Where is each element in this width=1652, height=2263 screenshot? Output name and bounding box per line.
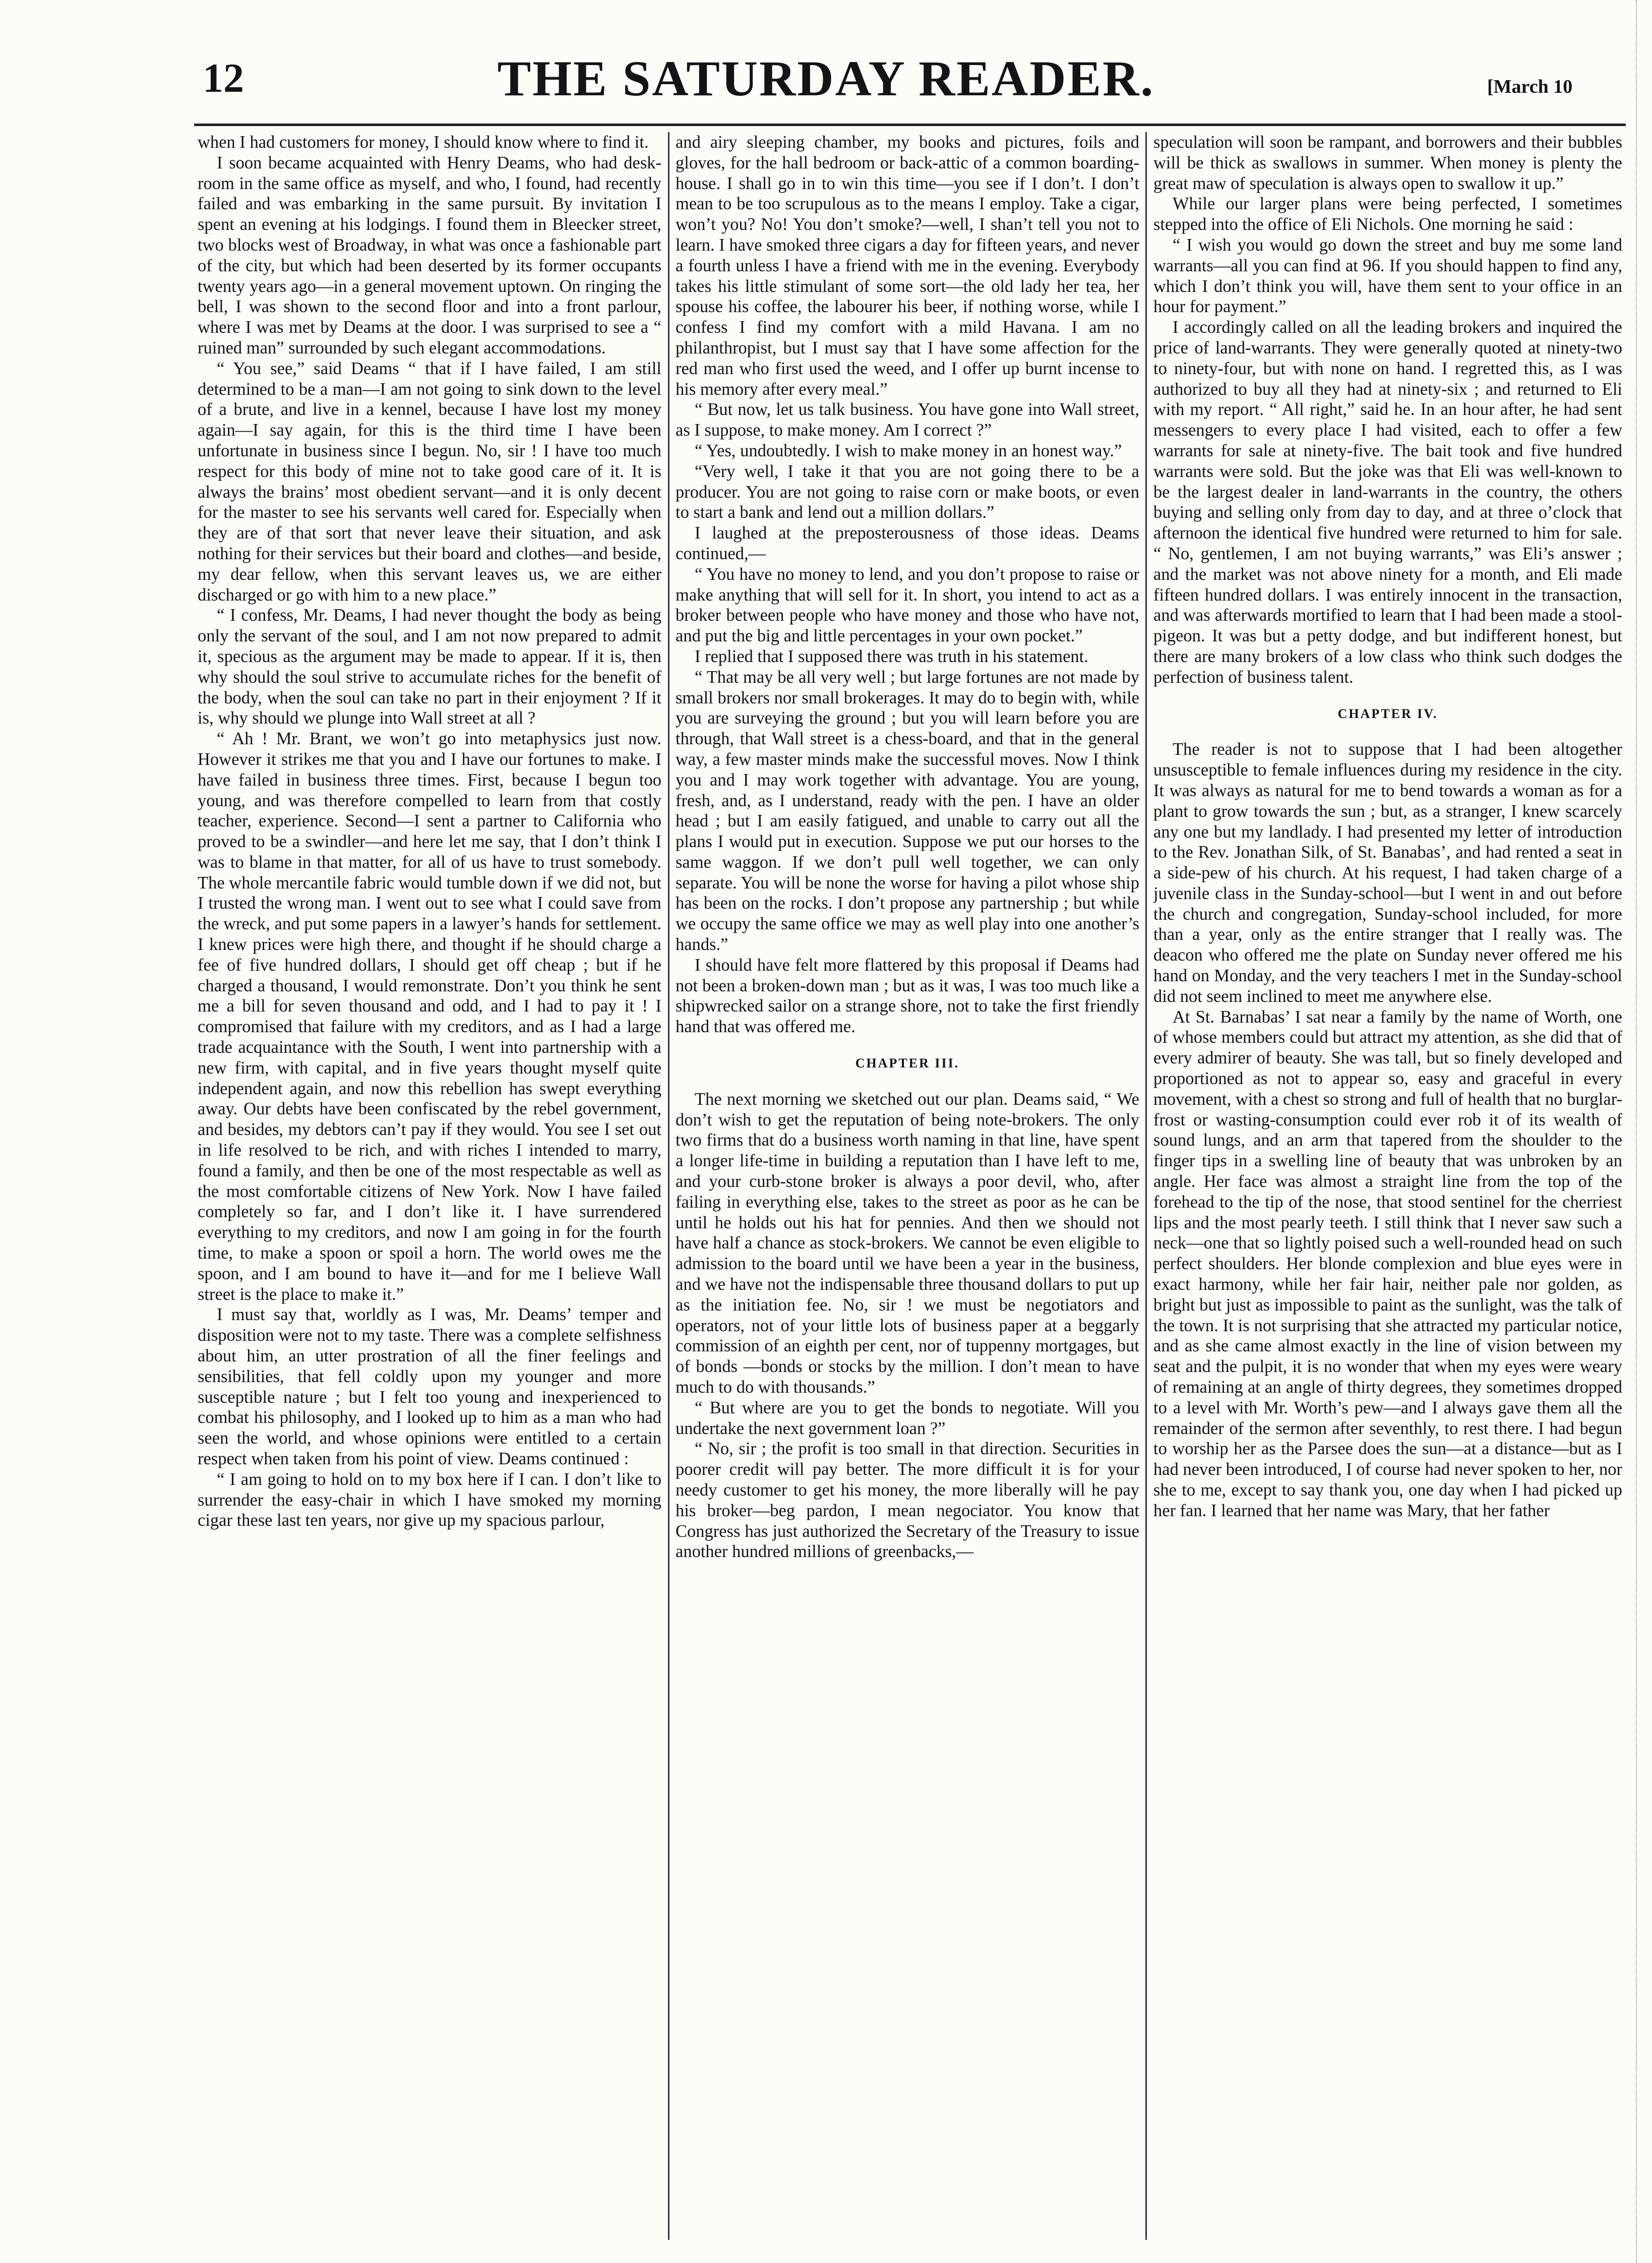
page-edge: [1636, 0, 1652, 2263]
paragraph: and airy sleeping chamber, my books and pictures, foils and gloves, for the hall bedroom or back-attic of a common boarding-house. I shall go in to win this time—you see if I don’t. I don’t mean to be too scrupulous as to the means I employ. Take a cigar, won’t you? No! You don’t smoke?—well, I shan’t tell you not to learn. I have smoked three cigars a day for fifteen years, and never a fourth unless I have a friend with me in the evening. Everybody takes his little stimulant of some sort—the old lady her tea, her spouse his coffee, the labourer his beer, if nothing worse, while I confess I find my comfort with a mild Havana. I am no philanthropist, but I must say that I have some affection for the red man who first used the weed, and I offer up burnt incense to his memory after every meal.”: [676, 133, 1139, 399]
paragraph: “ You have no money to lend, and you don’t propose to raise or make anything that will sell for it. In short, you intend to act as a broker between people who have money and those who have not, and put the big and little percentages in your own pocket.”: [676, 564, 1139, 646]
paragraph: “ Yes, undoubtedly. I wish to make money in an honest way.”: [695, 441, 1122, 460]
paragraph: At St. Barnabas’ I sat near a family by the name of Worth, one of whose members could but attract my attention, as she did that of every admirer of beauty. She was tall, but so finely developed and proportioned as not to appear so, easy and graceful in every movement, with a chest so strong and full of health that no burglar-frost or wasting-consumption could ever rob it of its wealth of sound lungs, and an arm that tapered from the shoulder to the finger tips in a swelling line of beauty that was unbroken by an angle. Her face was almost a straight line from the top of the forehead to the tip of the nose, that stood sentinel for the cherriest lips and the most pearly teeth. I still think that I never saw such a neck—one that so lightly poised such a well-rounded head on such perfect shoulders. Her blonde complexion and blue eyes were in exact harmony, while her fair hair, neither pale nor golden, as bright but just as impossible to paint as the sunlight, was the talk of the town. It is not surprising that she attracted my particular notice, and as she came almost exactly in the line of vision between my seat and the pulpit, it is no wonder that when my eyes were weary of remaining at an angle of thirty degrees, they sometimes dropped to a level with Mr. Worth’s pew—and I always gave them all the remainder of the sermon after seventhly, to rest there. I had begun to worship her as the Parsee does the sun—at a distance—but as I had never been introduced, I of course had never spoken to her, nor she to me, except to say thank you, one day when I had picked up her fan. I learned that her name was Mary, that her father: [1153, 1007, 1622, 1520]
paragraph: “ Ah ! Mr. Brant, we won’t go into metaphysics just now. However it strikes me that you and I have our fortunes to make. I have failed in business three times. First, because I begun too young, and was therefore compelled to learn from that costly teacher, experience. Second—I sent a partner to California who proved to be a swindler—and here let me say, that I don’t think I was to blame in that matter, for all of us have to trust somebody. The whole mercantile fabric would tumble down if we did not, but I trusted the wrong man. I went out to see what I could save from the wreck, and put some papers in a lawyer’s hands for settlement. I knew prices were high there, and thought if he should charge a fee of five hundred dollars, I should get off cheap ; but if he charged a thousand, I would remonstrate. Don’t you think he sent me a bill for seven thousand and odd, and I had to pay it ! I compromised that failure with my creditors, and as I had a large trade acquaintance with the South, I went into partnership with a new firm, with capital, and in five years thought myself quite independent again, and now this rebellion has swept everything away. Our debts have been confiscated by the rebel government, and besides, my debtors can’t pay if they would. You see I set out in life resolved to be rich, and with riches I intended to marry, found a family, and then be one of the most respectable as well as the most comfortable citizens of New York. Now I have failed completely so far, and I don’t like it. I have surrendered everything to my creditors, and now I am going in for the fourth time, to make a spoon or spoil a horn. The world owes me the spoon, and I am bound to have it—and for me I believe Wall street is the place to make it.”: [198, 729, 661, 1304]
paragraph: “ But where are you to get the bonds to negotiate. Will you undertake the next government loan ?”: [676, 1398, 1139, 1438]
page-number: 12: [203, 55, 244, 101]
paragraph: The reader is not to suppose that I had been altogether unsusceptible to female influences during my residence in the city. It was always as natural for me to bend towards a woman as for a plant to grow towards the sun ; but, as a stranger, I knew scarcely any one but my landlady. I had presented my letter of introduction to the Rev. Jonathan Silk, of St. Banabas’, and had rented a seat in a side-pew of his church. At his request, I had taken charge of a juvenile class in the Sunday-school—but I went in and out before the church and congregation, Sunday-school included, for more than a year, only as the entire stranger that I really was. The deacon who offered me the plate on Sunday never offered me his hand on Monday, and the very teachers I met in the Sunday-school did not seem inclined to meet me anywhere else.: [1153, 740, 1622, 1006]
text-column-2: [676, 132, 1139, 2240]
paragraph: The next morning we sketched out our plan. Deams said, “ We don’t wish to get the reputation of being note-brokers. The only two firms that do a business worth naming in that line, have spent a longer life-time in building a reputation than I have left to me, and your curb-stone broker is always a poor devil, who, after failing in everything else, takes to the street as poor as he can be until he holds out his hat for pennies. And then we should not have half a chance as stock-brokers. We cannot be even eligible to admission to the board until we have been a year in the business, and we have not the indispensable three thousand dollars to put up as the initiation fee. No, sir ! we must be negotiators and operators, not of your little lots of business paper at a beggarly commission of an eighth per cent, nor of tuppenny mortgages, but of bonds —bonds or stocks by the million. I don’t mean to have much to do with thousands.”: [676, 1089, 1139, 1397]
paragraph: I laughed at the preposterousness of those ideas. Deams continued,—: [676, 523, 1139, 563]
paragraph: “ That may be all very well ; but large fortunes are not made by small brokers nor small brokerages. It may do to begin with, while you are surveying the ground ; but you will learn before you are through, that Wall street is a chess-board, and that in the general way, a few master minds make the successful moves. Now I think you and I may work together with advantage. You are young, fresh, and, as I understand, ready with the pen. I have an older head ; but I am easily fatigued, and unable to carry out all the plans I would put in execution. Suppose we put our horses to the same waggon. If we don’t pull well together, we can only separate. You will be none the worse for having a pilot whose ship has been on the rocks. I don’t propose any partnership ; but while we occupy the same office we may as well play into one another’s hands.”: [676, 667, 1139, 955]
paragraph: “ I am going to hold on to my box here if I can. I don’t like to surrender the easy-chair in which I have smoked my morning cigar these last ten years, nor give up my spacious parlour,: [198, 1469, 661, 1530]
issue-date: [March 10: [1487, 76, 1573, 97]
paragraph: “ But now, let us talk business. You have gone into Wall street, as I suppose, to make money. Am I correct ?”: [676, 400, 1139, 440]
paragraph: when I had customers for money, I should know where to find it.: [198, 133, 649, 152]
paragraph: I should have felt more flattered by this proposal if Deams had not been a broken-down man ; but as it was, I was too much like a shipwrecked sailor on a strange shore, not to take the first friendly hand that was offered me.: [676, 955, 1139, 1037]
header-rule: [194, 124, 1626, 126]
paragraph: I soon became acquainted with Henry Deams, who had desk-room in the same office as myself, and who, I found, had recently failed and was embarking in the same pursuit. By invitation I spent an evening at his lodgings. I found them in Bleecker street, two blocks west of Broadway, in what was once a fashionable part of the city, but which had been deserted by its former occupants twenty years ago—in a general movement uptown. On ringing the bell, I was shown to the second floor and into a front parlour, where I was met by Deams at the door. I was surprised to see a “ ruined man” surrounded by such elegant accommodations.: [198, 153, 661, 358]
paragraph: speculation will soon be rampant, and borrowers and their bubbles will be thick as swallows in summer. When money is plenty the great maw of speculation is always open to swallow it up.”: [1153, 133, 1622, 193]
chapter-heading: CHAPTER IV.: [1337, 706, 1438, 721]
paragraph: “ No, sir ; the profit is too small in that direction. Securities in poorer credit will pay better. The more difficult it is for your needy customer to get his money, the more liberally will he pay his broker—beg pardon, I mean negociator. You know that Congress has just authorized the Secretary of the Treasury to issue another hundred millions of greenbacks,—: [676, 1439, 1139, 1562]
chapter-heading: CHAPTER III.: [855, 1056, 960, 1071]
paragraph: I must say that, worldly as I was, Mr. Deams’ temper and disposition were not to my taste. There was a complete selfishness about him, an utter prostration of all the finer feelings and sensibilities, that fell coldly upon my younger and more susceptible nature ; but I felt too young and inexperienced to combat his philosophy, and I looked up to him as a man who had seen the world, and whose opinions were entitled to a certain respect when taken from his point of view. Deams continued :: [198, 1305, 661, 1468]
paragraph: “ I confess, Mr. Deams, I had never thought the body as being only the servant of the soul, and I am not now prepared to admit it, specious as the argument may be made to appear. If it is, then why should the soul strive to accumulate riches for the benefit of the body, when the soul can take no part in their enjoyment ? If it is, why should we plunge into Wall street at all ?: [198, 606, 661, 728]
text-column-3: [1153, 132, 1622, 2240]
paragraph: “ You see,” said Deams “ that if I have failed, I am still determined to be a man—I am not going to sink down to the level of a brute, and live in a kennel, because I have lost my money again—I say again, for this is the third time I have been unfortunate in business since I begun. No, sir ! I have too much respect for this body of mine not to take good care of it. It is always the brains’ most obedient servant—and it is only decent for the master to see his servants well cared for. Especially when they are of that sort that never leave their situation, and ask nothing for their services but their board and clothes—and beside, my dear fellow, when this servant leaves us, we are either discharged or go with him to a new place.”: [198, 359, 661, 605]
paragraph: “ I wish you would go down the street and buy me some land warrants—all you can find at 96. If you should happen to find any, which I don’t think you will, have them sent to your office in an hour for payment.”: [1153, 235, 1622, 317]
column-divider: [668, 132, 669, 2240]
paragraph: While our larger plans were being perfected, I sometimes stepped into the office of Eli Nichols. One morning he said :: [1153, 194, 1622, 234]
paragraph: I accordingly called on all the leading brokers and inquired the price of land-warrants. They were generally quoted at ninety-two to ninety-four, but with none on hand. I regretted this, as I was authorized to buy all they had at ninety-six ; and returned to Eli with my report. “ All right,” said he. In an hour after, he had sent messengers to every place I had visited, each to offer a few warrants for sale at ninety-five. The bait took and five hundred warrants were sold. But the joke was that Eli was well-known to be the largest dealer in land-warrants in the country, the others buying and selling only from day to day, and at three o’clock that afternoon the identical five hundred were returned to him for sale. “ No, gentlemen, I am not buying warrants,” was Eli’s answer ; and the market was not above ninety for a month, and Eli made fifteen hundred dollars. I was entirely innocent in the transaction, and was afterwards mortified to learn that I had been made a stool-pigeon. It was but a petty dodge, and but indifferent honest, but there are many brokers of a low class who think such dodges the perfection of business talent.: [1153, 318, 1622, 687]
paragraph: I replied that I supposed there was truth in his statement.: [695, 646, 1088, 666]
paragraph: “Very well, I take it that you are not going there to be a producer. You are not going to raise corn or make boots, or even to start a bank and lend out a million dollars.”: [676, 461, 1139, 522]
column-divider: [1145, 132, 1147, 2240]
masthead-title: THE SATURDAY READER.: [497, 50, 1155, 106]
text-column-1: [198, 132, 661, 2240]
